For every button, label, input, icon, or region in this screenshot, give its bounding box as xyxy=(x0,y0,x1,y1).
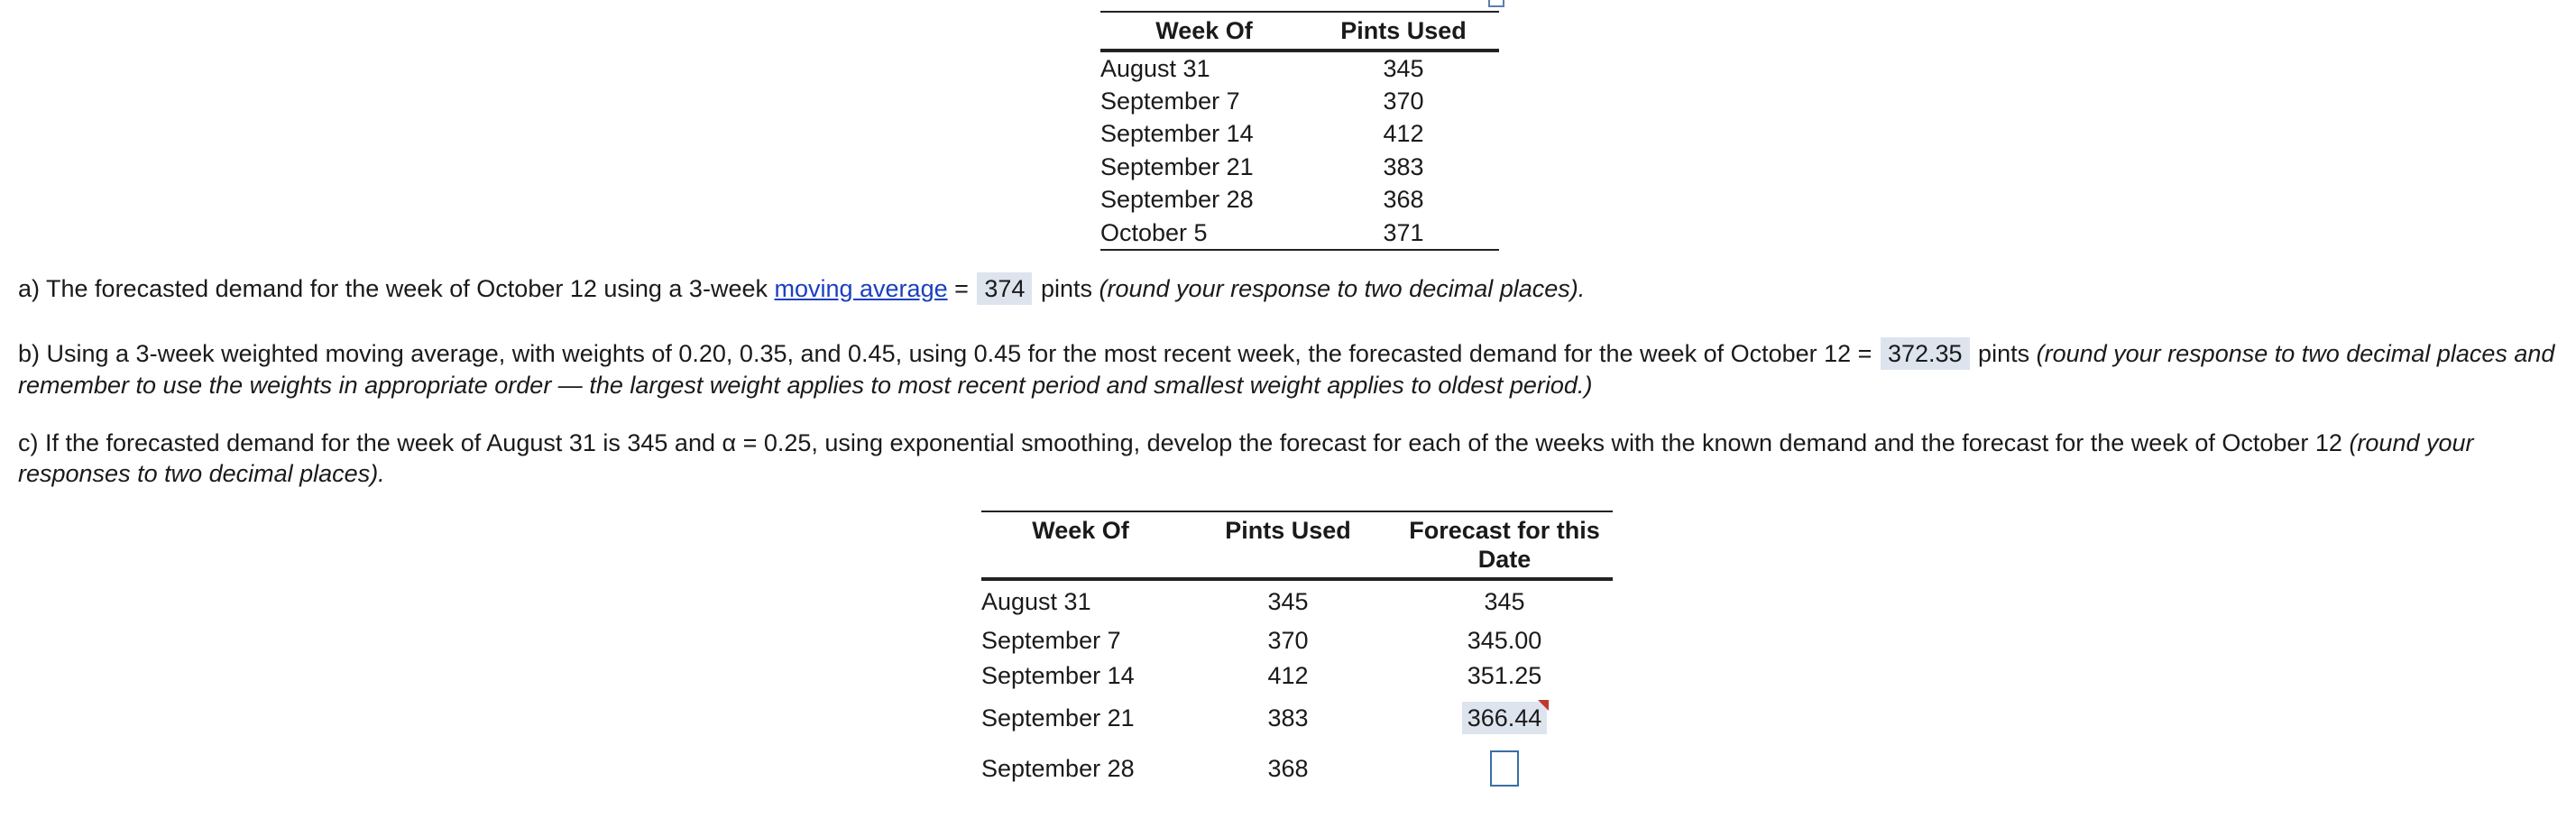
forecast-cell xyxy=(1396,743,1613,794)
table-header-row xyxy=(1100,12,1499,51)
part-a-answer[interactable]: 374 xyxy=(977,272,1032,305)
question-part-a xyxy=(18,272,2562,305)
week-cell: August 31 xyxy=(981,587,1091,615)
forecast-answer-field[interactable] xyxy=(1462,702,1548,734)
week-cell: September 14 xyxy=(1100,120,1254,148)
forecast-cell: 351.25 xyxy=(1467,661,1542,689)
week-cell: September 21 xyxy=(1100,152,1254,180)
table-row xyxy=(1100,184,1499,216)
part-c-text: c) If the forecasted demand for the week of August 31 is 345 and α = 0.25, using exponential smoothing, develop the forecast for each of the weeks with the known demand and the forecast for the week of October 12 xyxy=(18,429,2350,456)
incorrect-flag-icon xyxy=(1538,700,1549,711)
pints-cell: 383 xyxy=(1267,704,1309,732)
week-cell: September 28 xyxy=(1100,186,1254,214)
pints-cell: 412 xyxy=(1383,120,1424,148)
week-cell: September 21 xyxy=(981,704,1135,732)
week-cell: August 31 xyxy=(1100,54,1210,82)
table-row xyxy=(1100,51,1499,85)
table-header-row xyxy=(981,511,1613,579)
question-part-c xyxy=(18,428,2562,489)
column-header-week-of: Week Of xyxy=(1100,12,1308,51)
table-row xyxy=(981,579,1613,622)
forecast-cell xyxy=(1396,693,1613,743)
part-b-text: b) Using a 3-week weighted moving average, with weights of 0.20, 0.35, and 0.45, using 0.45 for the most recent week, the forecasted demand for the week of October 12 = xyxy=(18,340,1879,367)
part-b-answer[interactable]: 372.35 xyxy=(1881,337,1970,370)
pints-cell: 370 xyxy=(1267,626,1309,654)
week-cell: September 7 xyxy=(1100,87,1240,115)
table-row xyxy=(1100,85,1499,117)
pints-cell: 345 xyxy=(1383,54,1424,82)
part-a-unit: pints xyxy=(1034,275,1099,302)
pints-cell: 368 xyxy=(1383,186,1424,214)
part-a-text: a) The forecasted demand for the week of October 12 using a 3-week xyxy=(18,275,775,302)
column-header-forecast: Forecast for this Date xyxy=(1396,511,1613,579)
table-row xyxy=(981,622,1613,658)
column-header-pints-used: Pints Used xyxy=(1180,511,1396,579)
forecast-cell: 345 xyxy=(1484,587,1525,615)
moving-average-link[interactable]: moving average xyxy=(774,275,948,302)
pints-cell: 371 xyxy=(1308,216,1499,250)
pints-cell: 383 xyxy=(1383,152,1424,180)
table-row xyxy=(981,658,1613,693)
question-part-b xyxy=(18,337,2562,400)
forecast-input[interactable] xyxy=(1490,750,1519,787)
week-cell: September 7 xyxy=(981,626,1121,654)
pints-used-table xyxy=(1100,11,1499,251)
part-a-note: (round your response to two decimal places). xyxy=(1099,275,1586,302)
table-row xyxy=(981,693,1613,743)
week-cell: October 5 xyxy=(1100,216,1308,250)
pints-cell: 368 xyxy=(1267,754,1309,782)
part-b-note: (round your response to two decimal places and remember to use the weights in appropriate order — the largest weight applies to most recent period and smallest weight applies to oldest period.) xyxy=(18,340,2555,399)
pints-cell: 370 xyxy=(1383,87,1424,115)
part-c-note: (round your responses to two decimal places). xyxy=(18,429,2474,487)
table-row xyxy=(1100,216,1499,250)
part-a-equals: = xyxy=(947,275,976,302)
column-header-week-of: Week Of xyxy=(981,511,1180,579)
table-row xyxy=(1100,151,1499,183)
week-cell: September 28 xyxy=(981,754,1135,782)
pints-cell: 345 xyxy=(1267,587,1309,615)
table-row xyxy=(981,743,1613,794)
column-header-pints-used: Pints Used xyxy=(1308,12,1499,51)
scroll-marker xyxy=(1488,0,1504,7)
exponential-smoothing-table xyxy=(981,511,1613,794)
pints-cell: 412 xyxy=(1267,661,1309,689)
week-cell: September 14 xyxy=(981,661,1135,689)
forecast-cell: 345.00 xyxy=(1467,626,1542,654)
forecast-answer-value: 366.44 xyxy=(1467,704,1542,732)
part-b-unit: pints xyxy=(1971,340,2037,367)
table-row xyxy=(1100,118,1499,151)
